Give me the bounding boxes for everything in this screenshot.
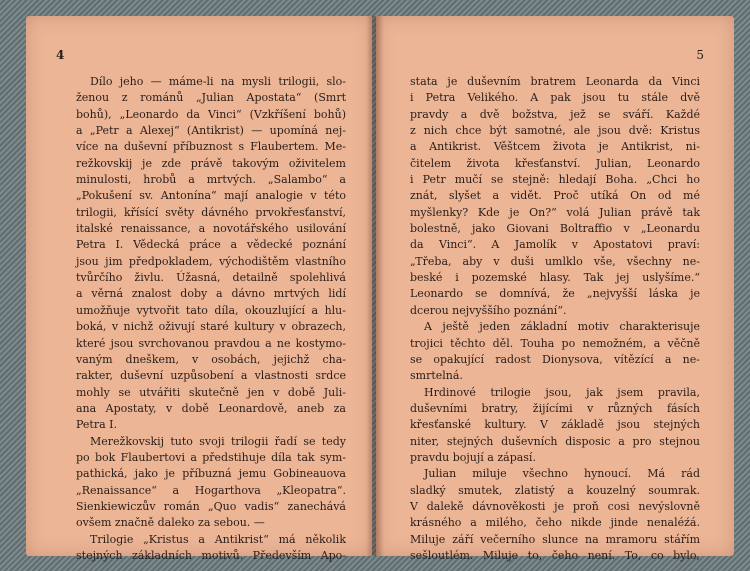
text-line: ovšem značně daleko za sebou. — xyxy=(76,516,265,530)
text-line: křesťanské kultury. V základě jsou stejných xyxy=(410,418,700,432)
page-text xyxy=(410,74,700,564)
text-line: „Renaissance“ a Hogarthova „Kleopatra“. xyxy=(76,483,346,497)
text-line: A ještě jeden základní motiv charakterisuje xyxy=(424,320,700,334)
text-line: „Třeba, aby v duši umlklo vše, všechny ne- xyxy=(410,254,700,268)
text-line: i Petra Velikého. A pak jsou tu stále dvě xyxy=(410,91,700,105)
page-number: 4 xyxy=(56,48,65,62)
page-text xyxy=(76,74,346,564)
text-line: a Antikrist. Věštcem života je Antikrist, ni- xyxy=(410,140,700,154)
text-line: Trilogie „Kristus a Antikrist“ má několik xyxy=(90,532,346,546)
text-line: pravdy a dvě božstva, jež se sváří. Každé xyxy=(410,107,700,121)
text-line: krásného a milého, čeho nikde jinde nenaléźá. xyxy=(410,516,700,530)
text-line: stata je duševním bratrem Leonarda da Vinci xyxy=(410,75,700,88)
text-line: které jsou svrchovanou pravdou a ne kostymo- xyxy=(76,336,346,350)
text-line: znát, slyšet a vidět. Proč utíká On od mé xyxy=(410,189,700,203)
text-line: Julian miluje všechno hynoucí. Má rád xyxy=(424,467,700,481)
text-line: Miluje září večerního slunce na mramoru stářím xyxy=(410,532,700,546)
text-line: sladký smutek, zlatistý a kouzelný soumrak. xyxy=(410,483,700,497)
text-line: trojici těchto děl. Touha po nemožném, a věčně xyxy=(410,336,700,350)
text-line: stejných základních motivů. Především Apo- xyxy=(76,548,346,562)
text-line: Merežkovskij tuto svoji trilogii řadí se tedy xyxy=(90,434,346,448)
text-line: Petra I. xyxy=(76,418,117,432)
text-line: vaným dneškem, v osobách, jejichž cha- xyxy=(76,352,346,366)
text-line: a věrná znalost doby a dávno mrtvých lidí xyxy=(76,287,346,301)
text-line: minulosti, hrobů a mrtvých. „Salambo“ a xyxy=(76,173,346,187)
text-line: více na duševní příbuznost s Flaubertem. Me- xyxy=(76,140,346,154)
text-line: V dalekě dávnověkosti je proň cosi nevýslovně xyxy=(410,499,700,513)
text-line: bohů), „Leonardo da Vinci“ (Vzkříšení bohů) xyxy=(76,107,346,121)
text-line: pravdu bojují a zápasí. xyxy=(410,450,536,464)
text-line: Sienkiewiczův román „Quo vadis“ zanechává xyxy=(76,499,346,513)
text-line: duševními bratry, žijícími v různých fásích xyxy=(410,401,700,415)
book-gutter xyxy=(366,16,384,556)
left-page xyxy=(26,16,372,562)
text-line: myšlenky? Kde je On?“ volá Julian právě tak xyxy=(410,205,700,219)
text-line: sešloutlém. Miluje to, čeho není. To, co bylo, xyxy=(410,548,700,562)
text-line: z nich chce být samotné, ale jsou dvě: Kristus xyxy=(410,124,700,138)
text-line: po bok Flaubertovi a předstihuje díla tak sym- xyxy=(76,450,346,464)
text-line: smrtelná. xyxy=(410,369,463,383)
text-line: a „Petr a Alexej“ (Antikrist) — upomíná nej- xyxy=(76,124,346,138)
text-line: Hrdinové trilogie jsou, jak jsem pravila, xyxy=(424,385,700,399)
text-line: trilogii, křísící světy dávného prvokřesťanství, xyxy=(76,205,346,219)
text-line: tvůrčího živlu. Úžasná, detailně spolehlivá xyxy=(76,271,346,285)
text-line: Leonardo se domnívá, že „nejvyšší láska je xyxy=(410,287,700,301)
text-line: boká, v nichž oživují staré kultury v obrazech, xyxy=(76,320,346,334)
text-line: i Petr mučí se stejně: hledají Boha. „Chci ho xyxy=(410,173,700,187)
text-line: se opakující radost Dionysova, vítězící a ne- xyxy=(410,352,700,366)
right-page xyxy=(376,16,734,562)
text-line: umožňuje vytvořit tato díla, okouzlující a hlu- xyxy=(76,303,346,317)
text-line: jsou jim předpokladem, východištěm vlastního xyxy=(76,254,346,268)
page-number: 5 xyxy=(696,48,704,62)
text-line: ana Apostaty, v době Leonardově, aneb za xyxy=(76,401,346,415)
text-line: mohly se utvářiti skutečně jen v době Juli- xyxy=(76,385,346,399)
text-line: italské renaissance, a novotářského usilování xyxy=(76,222,346,236)
text-line: pathická, jako je příbuzná jemu Gobineauova xyxy=(76,467,346,481)
text-line: režkovskij je zde právě takovým oživitelem xyxy=(76,156,346,170)
text-line: beské i pozemské hlasy. Tak jej uslyšíme.“ xyxy=(410,271,700,285)
text-line: čitelem života křesťanství. Julian, Leonardo xyxy=(410,156,700,170)
text-line: da Vinci“. A Jamolík v Apostatovi praví: xyxy=(410,238,700,252)
text-line: „Pokušení sv. Antonína“ mají analogie v této xyxy=(76,189,346,203)
text-line: rakter, duševní uzpůsobení a vlastnosti srdce xyxy=(76,369,346,383)
text-line: ženou z románů „Julian Apostata“ (Smrt xyxy=(76,91,346,105)
text-line: niter, stejných duševních disposic a pro stejnou xyxy=(410,434,700,448)
text-line: Petra I. Vědecká práce a vědecké poznání xyxy=(76,238,346,252)
text-line: bolestně, jako Giovani Boltraffio v „Leonardu xyxy=(410,222,700,236)
text-line: dcerou nejvyššího poznání“. xyxy=(410,303,567,317)
text-line: Dílo jeho — máme-li na mysli trilogii, slo- xyxy=(90,75,346,88)
